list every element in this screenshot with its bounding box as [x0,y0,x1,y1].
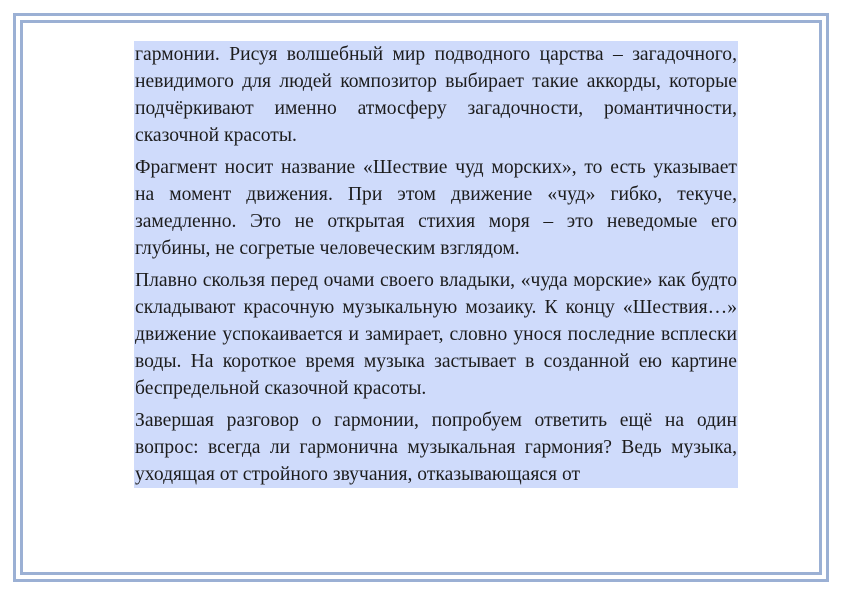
paragraph-3: Плавно скользя перед очами своего владыки, «чуда морские» как будто складывают красочную музыкальную мозаику. К концу «Шествия…» движение успокаивается и замирает, словно унося последние всплески воды. На короткое время музыка застывает в созданной ею картине беспредельной сказочной красоты. [135,270,737,399]
slide-text-block [134,41,738,488]
paragraph-4: Завершая разговор о гармонии, попробуем ответить ещё на один вопрос: всегда ли гармонична музыкальная гармония? Ведь музыка, уходящая от стройного звучания, отказывающаяся от [135,410,737,485]
paragraph-2: Фрагмент носит название «Шествие чуд морских», то есть указывает на момент движения. При этом движение «чуд» гибко, текуче, замедленно. Это не открытая стихия моря – это неведомые его глубины, не согретые человеческим взглядом. [135,157,737,259]
paragraph-1: гармонии. Рисуя волшебный мир подводного царства – загадочного, невидимого для людей композитор выбирает такие аккорды, которые подчёркивают именно атмосферу загадочности, романтичности, сказочной красоты. [135,44,737,146]
